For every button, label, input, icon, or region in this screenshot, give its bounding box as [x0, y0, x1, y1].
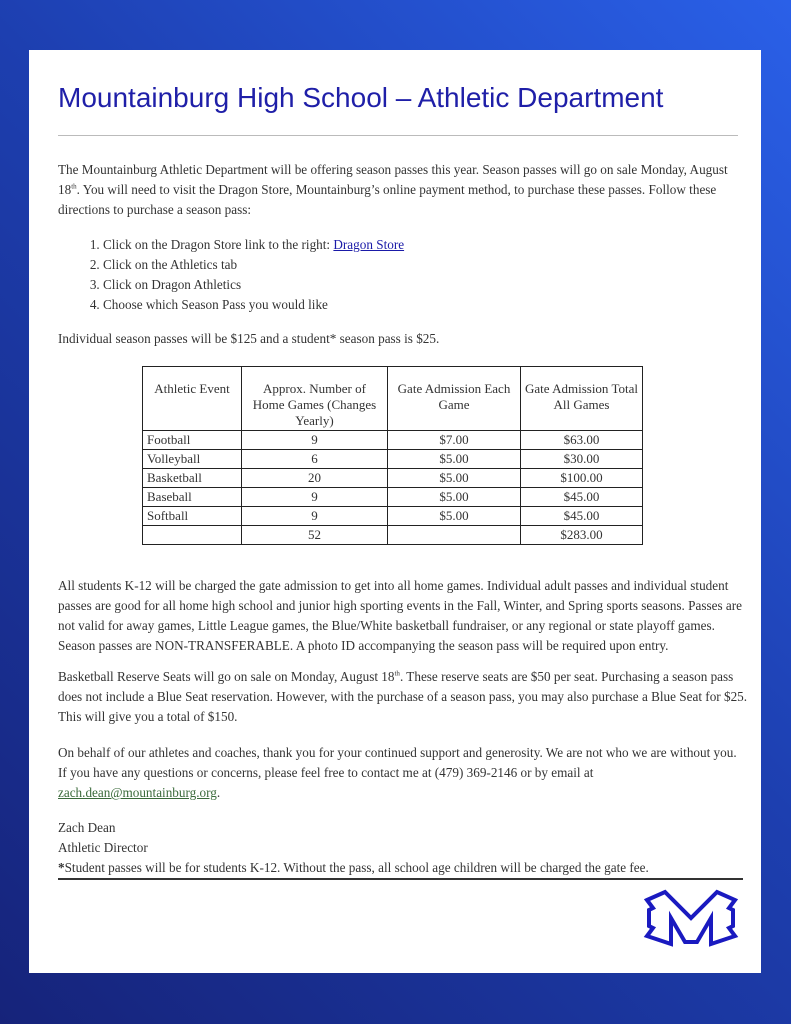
reserve-seats-paragraph — [58, 667, 748, 727]
step-2: 2. Click on the Athletics tab — [103, 255, 748, 275]
table-row — [143, 526, 643, 545]
table-cell: $5.00 — [388, 469, 521, 488]
table-cell: 9 — [242, 507, 388, 526]
table-cell: $5.00 — [388, 488, 521, 507]
table-row — [143, 450, 643, 469]
header-cell: Athletic Event — [143, 367, 242, 431]
school-m-logo-icon — [641, 888, 741, 948]
reserve-text-a: Basketball Reserve Seats will go on sale on Monday, August 18 — [58, 669, 395, 684]
email-link[interactable]: zach.dean@mountainburg.org — [58, 785, 217, 800]
table-header — [143, 367, 643, 431]
divider — [58, 135, 738, 136]
page-title: Mountainburg High School – Athletic Department — [58, 82, 664, 113]
header-cell: Gate Admission Each Game — [388, 367, 521, 431]
intro-paragraph — [58, 160, 748, 220]
reserve-sup: th — [394, 669, 400, 678]
table-cell: $45.00 — [521, 507, 643, 526]
table-cell: $5.00 — [388, 507, 521, 526]
step-3: 3. Click on Dragon Athletics — [103, 275, 748, 295]
dragon-store-link[interactable]: Dragon Store — [333, 237, 405, 252]
footnote — [58, 858, 748, 878]
thanks-text: On behalf of our athletes and coaches, thank you for your continued support and generosity. We are not who we are without you. If you have any questions or concerns, please feel free to contact me at (479) 369-2146 or by email at — [58, 745, 737, 780]
table-cell: 20 — [242, 469, 388, 488]
footer-divider — [58, 878, 743, 880]
table-row — [143, 469, 643, 488]
table-cell: $63.00 — [521, 431, 643, 450]
table-row — [143, 507, 643, 526]
intro-text-b: . You will need to visit the Dragon Store, Mountainburg’s online payment method, to purchase these passes. Follow these directions to purchase a season pass: — [58, 182, 717, 217]
prices-text: Individual season passes will be $125 and a student* season pass is $25. — [58, 331, 440, 346]
table-cell: Football — [143, 431, 242, 450]
footnote-star: * — [58, 860, 65, 875]
admission-table — [142, 366, 643, 545]
table-cell — [143, 526, 242, 545]
intro-text-a: The Mountainburg Athletic Department will be offering season passes this year. Season passes will go on sale Monday, August 18 — [58, 162, 728, 197]
intro-sup: th — [71, 182, 77, 191]
table-cell: $283.00 — [521, 526, 643, 545]
table-cell — [388, 526, 521, 545]
document-page — [29, 50, 761, 973]
reserve-text-b: . These reserve seats are $50 per seat. Purchasing a season pass does not include a Blue Seat reservation. However, with the purchase of a season pass, you may also purchase a Blue Seat for $25. This will give you a total of $150. — [58, 669, 748, 724]
policy-paragraph: All students K-12 will be charged the gate admission to get into all home games. Individual adult passes and individual student passes are good for all home high school and junior high sporting events in the Fall, Winter, and Spring sports seasons. Passes are not valid for away games, Little League games, the Blue/White basketball fundraiser, or any regional or state playoff games. Season passes are NON-TRANSFERABLE. A photo ID accompanying the season pass will be required upon entry. — [58, 578, 742, 653]
signature-role: Athletic Director — [58, 840, 148, 855]
table-row — [143, 488, 643, 507]
table-cell: $45.00 — [521, 488, 643, 507]
table-cell: $100.00 — [521, 469, 643, 488]
table-cell: 52 — [242, 526, 388, 545]
thanks-paragraph: On behalf of our athletes and coaches, thank you for your continued support and generosity. We are not who we are without you. If you have any questions or concerns, please feel free to contact me at (479) 369-2146 or by email at zach.dean@mountainburg.org. — [58, 745, 737, 800]
signature — [58, 818, 748, 878]
table-row — [143, 431, 643, 450]
table-cell: 9 — [242, 488, 388, 507]
step-4: 4. Choose which Season Pass you would like — [103, 295, 748, 315]
header-cell: Approx. Number of Home Games (Changes Yearly) — [242, 367, 388, 431]
table-cell: $7.00 — [388, 431, 521, 450]
table-cell: 6 — [242, 450, 388, 469]
step-text: Click on the Dragon Store link to the right: — [103, 237, 334, 252]
header-cell: Gate Admission Total All Games — [521, 367, 643, 431]
table-cell: 9 — [242, 431, 388, 450]
table-cell: $30.00 — [521, 450, 643, 469]
steps-list — [58, 235, 748, 315]
table-cell: $5.00 — [388, 450, 521, 469]
table-cell: Baseball — [143, 488, 242, 507]
table-cell: Softball — [143, 507, 242, 526]
signature-name: Zach Dean — [58, 820, 116, 835]
table-cell: Basketball — [143, 469, 242, 488]
step-1 — [103, 235, 748, 255]
table-cell: Volleyball — [143, 450, 242, 469]
footnote-text: Student passes will be for students K-12. Without the pass, all school age children will be charged the gate fee. — [64, 860, 649, 875]
